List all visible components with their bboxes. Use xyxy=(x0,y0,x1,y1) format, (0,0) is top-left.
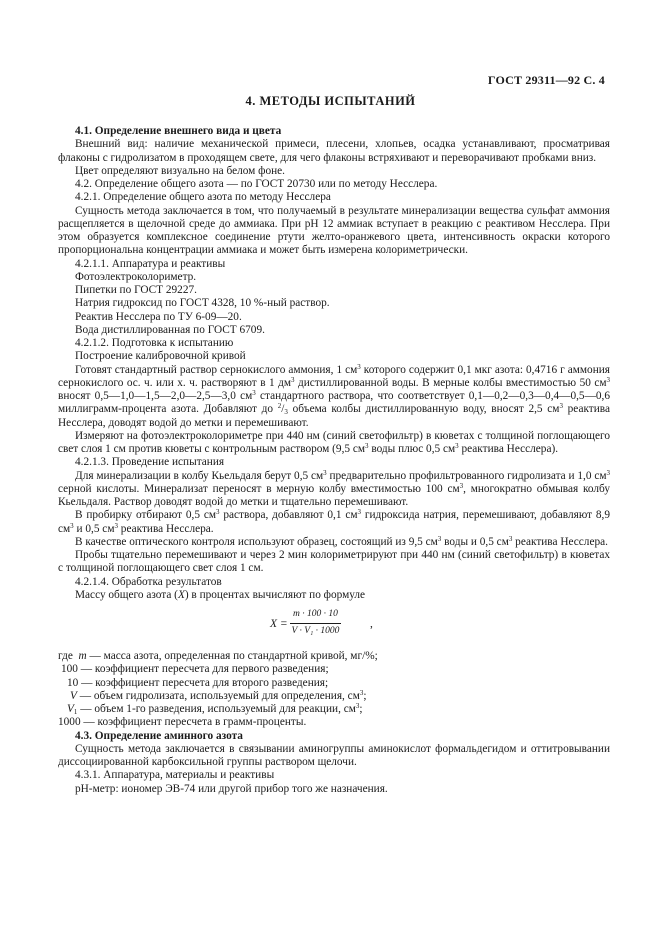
list-item: Фотоэлектроколориметр. xyxy=(75,270,197,283)
paragraph: Сущность метода заключается в связывании аминогруппы аминокислот формальдегидом и оттитровывании диссоциированной карбоксильной группы раствором щелочи. xyxy=(58,742,610,768)
formula-fraction xyxy=(290,608,341,639)
variable-row: V — объем гидролизата, используемый для определения, $см^3$; xyxy=(70,688,367,702)
paragraph: Цвет определяют визуально на белом фоне. xyxy=(75,164,285,177)
paragraph: В качестве оптического контроля используют образец, состоящий из 9,5 $см^3$ воды и 0,5 $см^3$ реактива Несслера. xyxy=(75,534,608,548)
list-item: Натрия гидроксид по ГОСТ 4328, 10 %-ный раствор. xyxy=(75,297,330,310)
paragraph: Измеряют на фотоэлектроколориметре при 440 нм (синий светофильтр) в кюветах с толщиной поглощающего свет слоя 1 см против кюветы с контрольным раствором (9,5 $см^3$ воды плюс 0,5 $см^3$ реактива Несслера). xyxy=(58,429,610,455)
paragraph: Сущность метода заключается в том, что получаемый в результате минерализации вещества сульфат аммония расщепляется в щелочной среде до аммиака. При рН 12 аммиак вступает в реакцию с реактивом Несслера. При этом образуется комплексное соединение ртути желто-оранжевого цвета, интенсивность окраски которого пропорциональна концентрации аммиака и может быть измерена колориметрически. xyxy=(58,204,610,257)
variable-row: 100 — коэффициент пересчета для первого разведения; xyxy=(61,663,329,676)
heading-4-2-1-1: 4.2.1.1. Аппаратура и реактивы xyxy=(75,257,226,270)
variable-list xyxy=(58,650,610,730)
section-title: 4. МЕТОДЫ ИСПЫТАНИЙ xyxy=(245,94,416,108)
heading-4-2-1-4: 4.2.1.4. Обработка результатов xyxy=(75,575,222,588)
paragraph: 4.2. Определение общего азота — по ГОСТ 20730 или по методу Несслера. xyxy=(75,178,438,190)
paragraph: В пробирку отбирают 0,5 $см^3$ раствора, добавляют 0,1 $см^3$ гидроксида натрия, перемешивают, добавляют 8,9 $см^3$ и 0,5 $см^3$ реактива Несслера. xyxy=(58,508,610,535)
paragraph: Готовят стандартный раствор сернокислого аммония, 1 $см^3$ которого содержит 0,1 мкг азота: 0,4716 г аммония сернокислого ос. ч. или х. ч. растворяют в 1 $дм^3$ дистиллированной воды. В мерные колбы вместимостью 50 $см^3$ вносят 0,5—1,0—1,5—2,0—2,5—3,0 $см^3$ стандартного раствора, что соответствует 0,1—0,2—0,3—0,4—0,5—0,6 миллиграмм-процента азота. Добавляют до $^2/_3$ объема колбы дистиллированную воду, вносят 2,5 $см^3$ реактива Несслера, доводят водой до метки и перемешивают. xyxy=(58,362,610,429)
list-item: Реактив Несслера по ТУ 6-09—20. xyxy=(75,310,242,323)
variable-row: 10 — коэффициент пересчета для второго разведения; xyxy=(67,676,329,689)
heading-4-2-1-3: 4.2.1.3. Проведение испытания xyxy=(75,456,225,469)
heading-4-1: 4.1. Определение внешнего вида и цвета xyxy=(75,125,282,137)
paragraph: Для минерализации в колбу Кьельдаля берут 0,5 $см^3$ предварительно профильтрованного гидролизата и 1,0 $см^3$ серной кислоты. Минерализат переносят в мерную колбу вместимостью 100 $см^3$, многократно обмывая колбу Кьельдаля. Раствор доводят водой до метки и тщательно перемешивают. xyxy=(58,468,610,508)
formula-trail: , xyxy=(370,618,373,630)
list-item: Пипетки по ГОСТ 29227. xyxy=(75,284,197,296)
variable-row: 1000 — коэффициент пересчета в грамм-проценты. xyxy=(58,716,307,729)
running-header: ГОСТ 29311—92 С. 4 xyxy=(487,73,605,87)
heading-4-3: 4.3. Определение аминного азота xyxy=(75,729,243,742)
subheading: Построение калибровочной кривой xyxy=(75,350,246,363)
list-item: Вода дистиллированная по ГОСТ 6709. xyxy=(75,323,265,336)
formula-numerator: m · 100 · 10 xyxy=(290,608,341,624)
heading-4-2-1-2: 4.2.1.2. Подготовка к испытанию xyxy=(75,337,234,349)
document-body xyxy=(58,125,610,796)
formula xyxy=(58,606,610,646)
paragraph: рН-метр: иономер ЭВ-74 или другой прибор того же назначения. xyxy=(75,782,388,795)
variable-row: где m — масса азота, определенная по стандартной кривой, мг/%; xyxy=(58,650,378,662)
paragraph: 4.2.1. Определение общего азота по методу Несслера xyxy=(75,191,331,204)
paragraph: 4.3.1. Аппаратура, материалы и реактивы xyxy=(75,769,275,782)
paragraph: Пробы тщательно перемешивают и через 2 мин колориметрируют при 440 нм (синий светофильтр) в кюветах с толщиной поглощающего свет слоя 1 см. xyxy=(58,549,610,575)
formula-denominator: V · V₁ · 1000 xyxy=(291,626,340,637)
paragraph: Внешний вид: наличие механической примеси, плесени, хлопьев, осадка устанавливают, просматривая флаконы с гидролизатом в проходящем свете, для чего флаконы встряхивают и переворачивают пробками вниз. xyxy=(58,138,610,164)
variable-row: $V_1$ — объем 1-го разведения, используемый для реакции, $см^3$; xyxy=(67,702,363,716)
formula-lhs: X = xyxy=(270,618,288,630)
paragraph: Массу общего азота (X) в процентах вычисляют по формуле xyxy=(75,588,366,601)
